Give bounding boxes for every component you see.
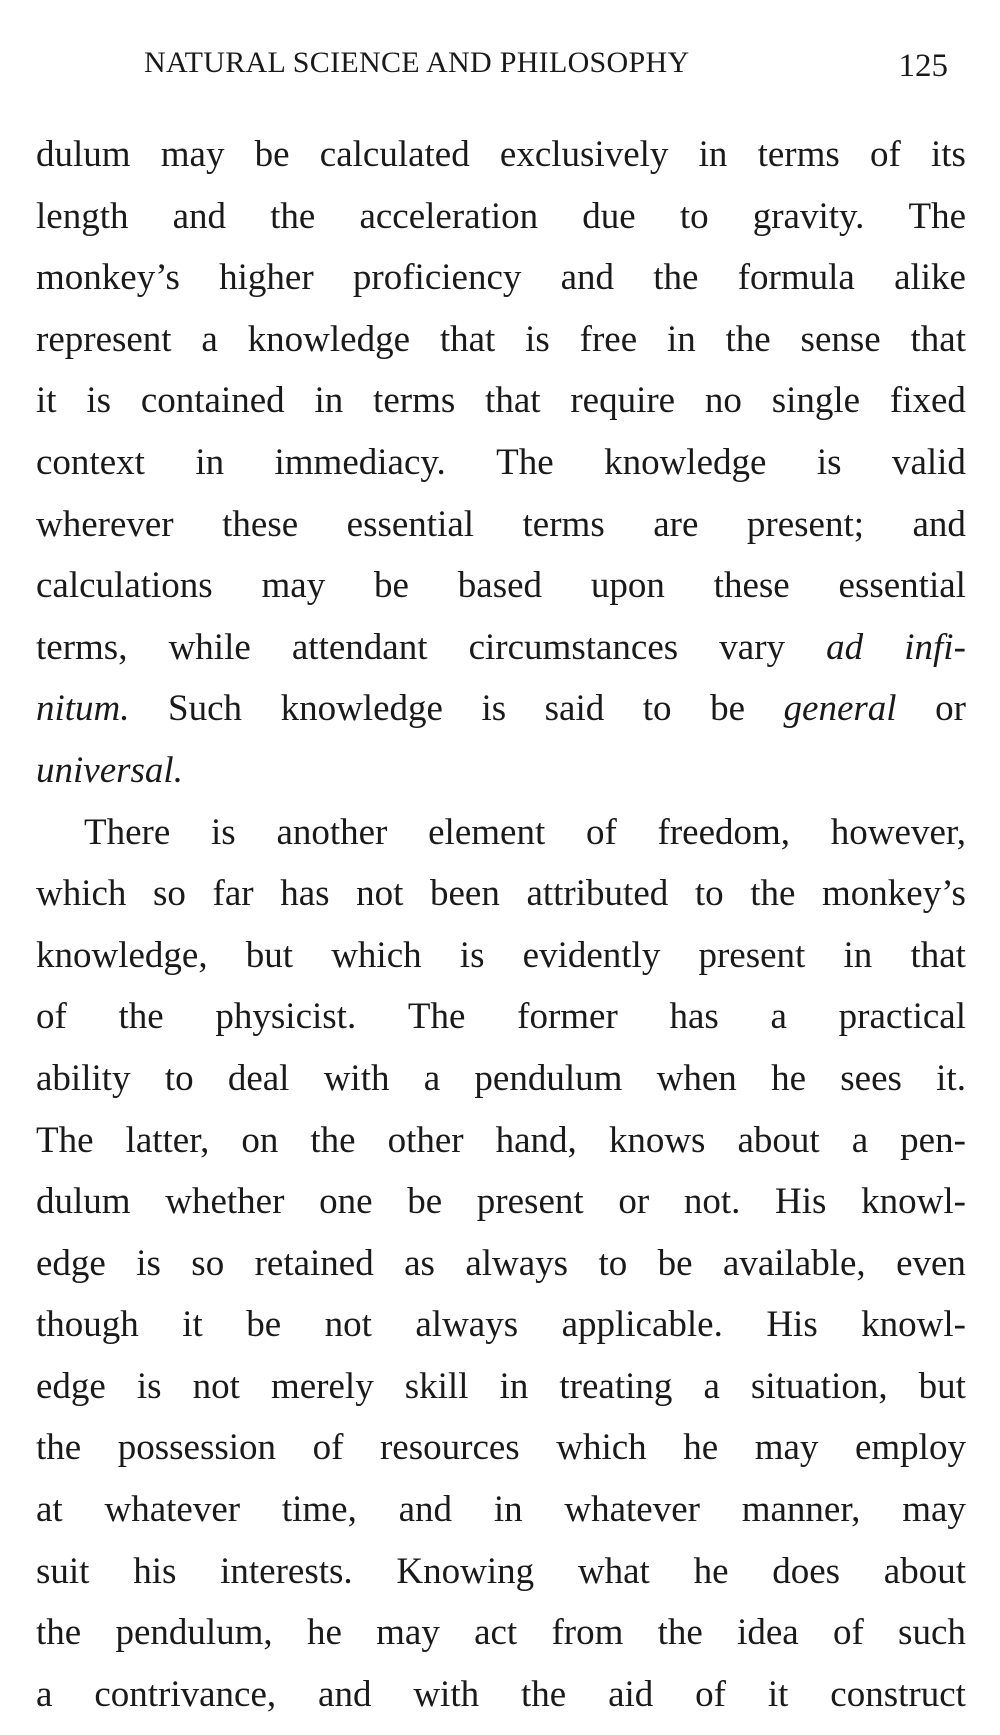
text-line: suit his interests. Knowing what he does about: [36, 1550, 966, 1592]
paragraph-first-line: There is another element of freedom, however,: [84, 811, 966, 853]
text-line: of the physicist. The former has a practical: [36, 996, 966, 1038]
text-line: though it be not always applicable. His knowl-: [36, 1304, 966, 1346]
text-line: dulum may be calculated exclusively in terms of its: [36, 134, 966, 175]
text-line: dulum whether one be present or not. His knowl-: [36, 1181, 966, 1223]
body-text: [36, 124, 966, 1725]
text-line: ability to deal with a pendulum when he sees it.: [36, 1057, 966, 1099]
text-line: at whatever time, and in whatever manner, may: [36, 1489, 966, 1531]
text-line: the pendulum, he may act from the idea of such: [36, 1612, 966, 1654]
text-line: monkey’s higher proficiency and the formula alike: [36, 257, 966, 299]
text-line: edge is not merely skill in treating a situation, but: [36, 1365, 966, 1407]
text-line: nitum. Such knowledge is said to be general or: [36, 688, 966, 730]
page-number: 125: [898, 48, 948, 84]
running-head: NATURAL SCIENCE AND PHILOSOPHY: [144, 46, 690, 79]
text-line: which so far has not been attributed to the monkey’s: [36, 873, 966, 915]
text-line: length and the acceleration due to gravity. The: [36, 195, 966, 237]
text-line: the possession of resources which he may employ: [36, 1427, 966, 1469]
text-line: context in immediacy. The knowledge is valid: [36, 441, 966, 483]
text-line: The latter, on the other hand, knows about a pen-: [36, 1119, 966, 1161]
text-line: edge is so retained as always to be available, even: [36, 1242, 966, 1284]
text-line: universal.: [36, 749, 183, 791]
text-line: wherever these essential terms are present; and: [36, 503, 966, 545]
page-header: [140, 42, 960, 92]
text-line: terms, while attendant circumstances vary ad infi-: [36, 626, 966, 668]
text-line: it is contained in terms that require no single fixed: [36, 380, 966, 422]
text-line: represent a knowledge that is free in the sense that: [36, 318, 966, 360]
text-line: a contrivance, and with the aid of it construct: [36, 1673, 966, 1715]
text-line: calculations may be based upon these essential: [36, 565, 966, 607]
text-line: knowledge, but which is evidently present in that: [36, 934, 966, 976]
